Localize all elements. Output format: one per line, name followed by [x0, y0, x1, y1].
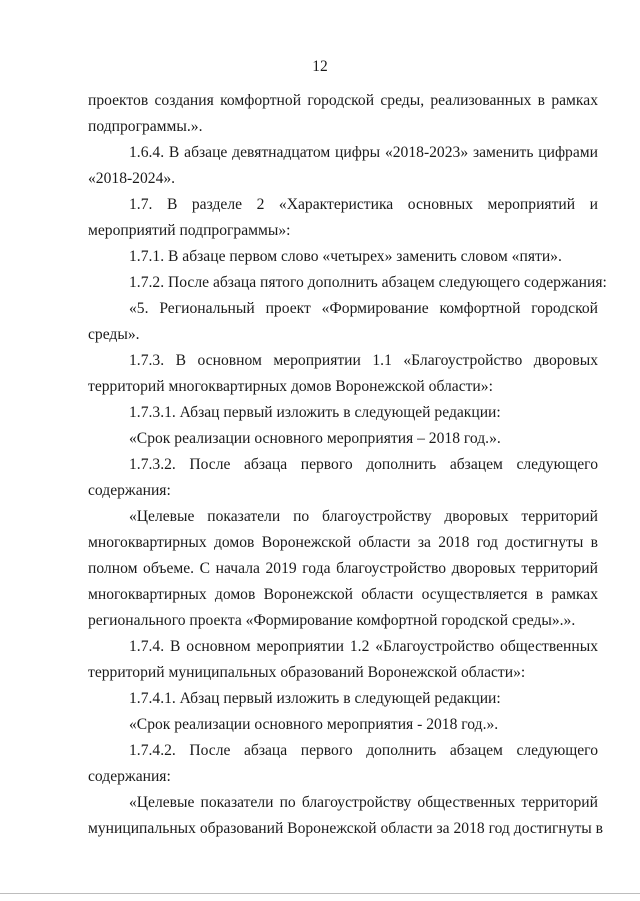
text-line: «Срок реализации основного мероприятия – 2018 год.».	[129, 430, 501, 447]
text-line: 1.7. В разделе 2 «Характеристика основных мероприятий и	[129, 196, 598, 213]
text-line: 1.7.3. В основном мероприятии 1.1 «Благоустройство дворовых	[129, 352, 598, 369]
text-line: «5. Региональный проект «Формирование комфортной городской	[129, 300, 598, 317]
text-line: 1.6.4. В абзаце девятнадцатом цифры «2018-2023» заменить цифрами	[129, 144, 598, 161]
page-edge-divider	[0, 893, 640, 894]
text-line: 1.7.3.1. Абзац первый изложить в следующей редакции:	[129, 404, 501, 421]
text-line: полном объеме. С начала 2019 года благоустройство дворовых территорий	[88, 560, 598, 577]
text-line: «Целевые показатели по благоустройству общественных территорий	[129, 794, 598, 811]
text-line: территорий многоквартирных домов Воронежской области»:	[88, 378, 493, 395]
text-line: 1.7.4.1. Абзац первый изложить в следующей редакции:	[129, 690, 501, 707]
text-line: муниципальных образований Воронежской области за 2018 год достигнуты в	[88, 820, 604, 837]
page-number: 12	[312, 58, 328, 75]
text-line: регионального проекта «Формирование комфортной городской среды».».	[88, 612, 576, 629]
text-line: проектов создания комфортной городской среды, реализованных в рамках	[88, 92, 598, 109]
text-line: «2018-2024».	[88, 170, 176, 187]
text-line: «Срок реализации основного мероприятия - 2018 год.».	[129, 716, 499, 733]
text-line: многоквартирных домов Воронежской области за 2018 год достигнуты в	[88, 534, 598, 551]
text-line: территорий муниципальных образований Воронежской области»:	[88, 664, 526, 681]
text-line: 1.7.4. В основном мероприятии 1.2 «Благоустройство общественных	[129, 638, 598, 655]
text-line: «Целевые показатели по благоустройству дворовых территорий	[129, 508, 598, 525]
text-line: подпрограммы.».	[88, 118, 203, 135]
text-line: 1.7.1. В абзаце первом слово «четырех» заменить словом «пяти».	[129, 248, 562, 265]
text-line: мероприятий подпрограммы»:	[88, 222, 291, 239]
text-line: содержания:	[88, 482, 171, 499]
text-line: многоквартирных домов Воронежской области осуществляется в рамках	[88, 586, 598, 603]
text-line: среды».	[88, 326, 140, 343]
text-line: 1.7.2. После абзаца пятого дополнить абзацем следующего содержания:	[129, 274, 607, 291]
text-line: 1.7.4.2. После абзаца первого дополнить абзацем следующего	[129, 742, 598, 759]
text-line: содержания:	[88, 768, 171, 785]
text-line: 1.7.3.2. После абзаца первого дополнить абзацем следующего	[129, 456, 598, 473]
